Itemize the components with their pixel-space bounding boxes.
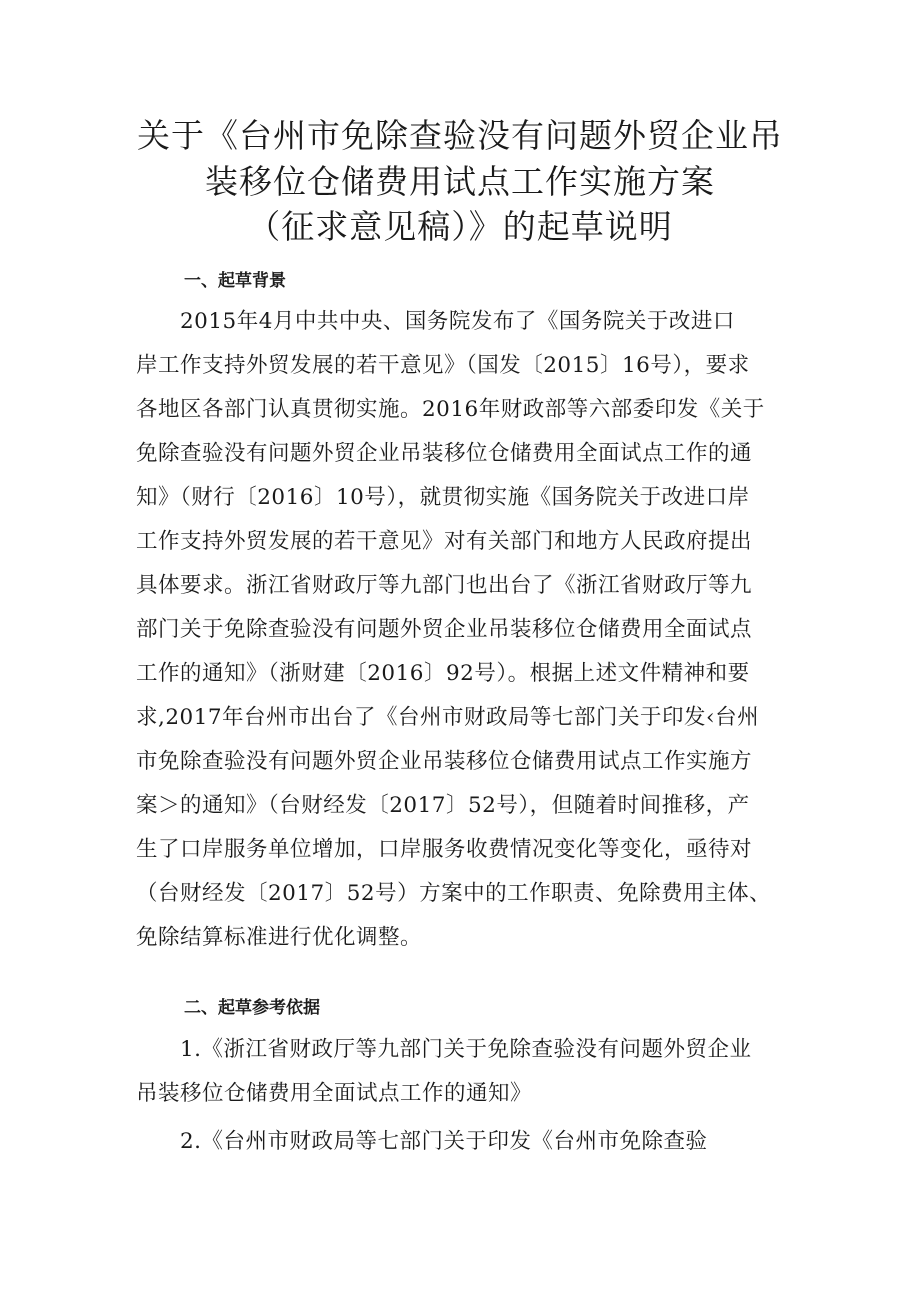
paragraph-line: 工作支持外贸发展的若干意见》对有关部门和地方人民政府提出 — [136, 529, 753, 554]
paragraph-line: 岸工作支持外贸发展的若干意见》（国发〔2015〕16号），要求 — [136, 353, 750, 378]
reference-item-line: 吊装移位仓储费用全面试点工作的通知》 — [136, 1081, 533, 1106]
paragraph-line: （台财经发〔2017〕52号）方案中的工作职责、免除费用主体、 — [136, 881, 772, 906]
document-title-line-1: 关于《台州市免除查验没有问题外贸企业吊 — [137, 116, 783, 155]
paragraph-line: 市免除查验没有问题外贸企业吊装移位仓储费用试点工作实施方 — [136, 749, 753, 774]
paragraph-line: 生了口岸服务单位增加，口岸服务收费情况变化等变化，亟待对 — [136, 837, 753, 862]
paragraph-line: 案＞的通知》（台财经发〔2017〕52号），但随着时间推移，产 — [136, 793, 750, 818]
paragraph-line: 具体要求。浙江省财政厅等九部门也出台了《浙江省财政厅等九 — [136, 573, 753, 598]
paragraph-line: 免除查验没有问题外贸企业吊装移位仓储费用全面试点工作的通 — [136, 441, 753, 466]
document-title-line-2: 装移位仓储费用试点工作实施方案 — [205, 162, 715, 201]
paragraph-line: 部门关于免除查验没有问题外贸企业吊装移位仓储费用全面试点 — [136, 617, 753, 642]
paragraph-line: 2015年4月中共中央、国务院发布了《国务院关于改进口 — [180, 309, 735, 334]
paragraph-line: 免除结算标准进行优化调整。 — [136, 925, 423, 950]
section-heading-background: 一、起草背景 — [184, 271, 286, 291]
section-heading-references: 二、起草参考依据 — [184, 998, 320, 1018]
paragraph-line: 各地区各部门认真贯彻实施。2016年财政部等六部委印发《关于 — [136, 397, 765, 422]
reference-item-line: 1.《浙江省财政厅等九部门关于免除查验没有问题外贸企业 — [180, 1037, 752, 1062]
reference-item-line: 2.《台州市财政局等七部门关于印发《台州市免除查验 — [180, 1129, 708, 1154]
document-title-line-3: （征求意见稿）》的起草说明 — [247, 207, 673, 246]
paragraph-line: 知》（财行〔2016〕10号），就贯彻实施《国务院关于改进口岸 — [136, 485, 750, 510]
paragraph-line: 工作的通知》（浙财建〔2016〕92号）。根据上述文件精神和要 — [136, 661, 750, 686]
paragraph-line: 求,2017年台州市出台了《台州市财政局等七部门关于印发‹台州 — [136, 705, 760, 730]
